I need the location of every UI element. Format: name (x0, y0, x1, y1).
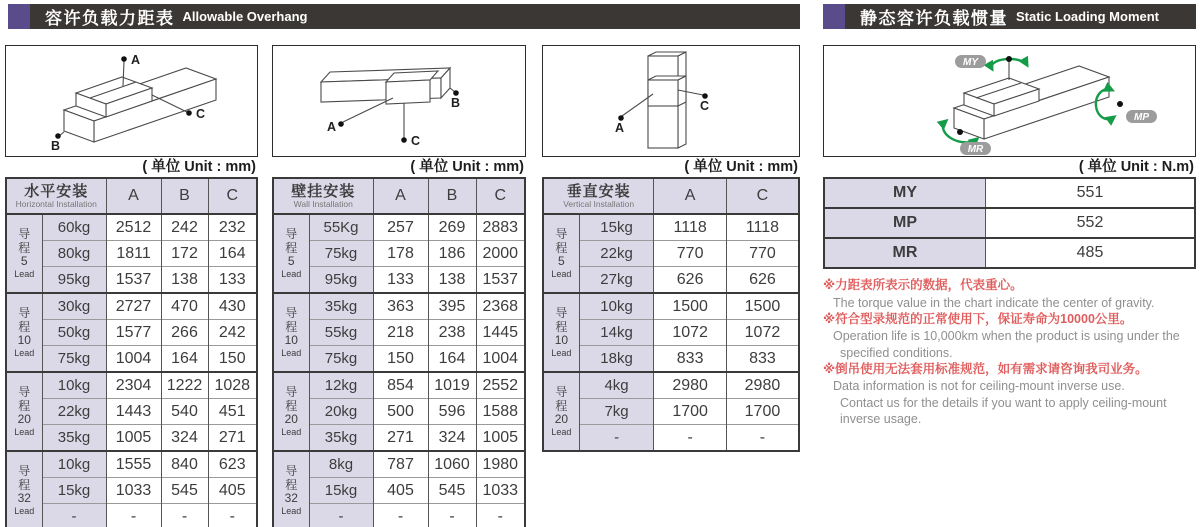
load-cell: 15kg (42, 478, 106, 504)
value-cell: 596 (428, 399, 476, 425)
value-cell: 1118 (654, 214, 727, 241)
value-cell: 770 (654, 241, 727, 267)
section-header-moment (823, 4, 1196, 29)
horizontal-installation-diagram (5, 45, 258, 157)
point-b-label: B (51, 139, 61, 153)
value-cell: 395 (428, 293, 476, 320)
note-line-en: Contact us for the details if you want to apply ceiling-mount (840, 395, 1167, 410)
moment-row (824, 238, 1195, 268)
table-row (543, 399, 799, 425)
note-line-en: inverse usage. (840, 411, 922, 426)
load-cell: 10kg (42, 372, 106, 399)
notes-block (823, 277, 1196, 427)
load-cell: 14kg (579, 320, 654, 346)
load-cell: 35kg (309, 293, 373, 320)
unit-label: ( 单位 Unit : mm) (684, 159, 798, 175)
point-c-label: C (196, 107, 206, 121)
load-cell: 18kg (579, 346, 654, 373)
overhang-table (272, 177, 526, 527)
value-cell: 787 (373, 451, 428, 478)
value-cell: 218 (373, 320, 428, 346)
value-cell: 1500 (654, 293, 727, 320)
value-cell: 178 (373, 241, 428, 267)
load-cell: 4kg (579, 372, 654, 399)
value-cell: - (161, 504, 208, 527)
note-line-en: Operation life is 10,000km when the product is using under the (833, 329, 1180, 344)
table-title (543, 178, 654, 214)
vertical-installation-diagram (542, 45, 800, 157)
moment-value: 485 (986, 238, 1196, 268)
load-cell: 55Kg (309, 214, 373, 241)
value-cell: 186 (428, 241, 476, 267)
value-cell: 164 (208, 241, 257, 267)
section-title-zh: 容许负载力距表 (45, 9, 175, 28)
load-cell: 95kg (309, 267, 373, 294)
table-row (6, 372, 257, 399)
lead-cell: 导 程 5 Lead (6, 214, 42, 293)
value-cell: 324 (161, 425, 208, 452)
value-cell: 1033 (476, 478, 525, 504)
value-cell: 1033 (106, 478, 161, 504)
value-cell: 545 (428, 478, 476, 504)
load-cell: 20kg (309, 399, 373, 425)
note-line-en: The torque value in the chart indicate the center of gravity. (833, 295, 1155, 310)
value-cell: 1072 (726, 320, 799, 346)
value-cell: 2512 (106, 214, 161, 241)
table-row (6, 425, 257, 452)
table-row (6, 504, 257, 527)
column-header-b: B (161, 178, 208, 214)
value-cell: 2727 (106, 293, 161, 320)
value-cell: 266 (161, 320, 208, 346)
table-row (6, 293, 257, 320)
value-cell: 164 (161, 346, 208, 373)
table-row (273, 293, 525, 320)
point-a-label: A (327, 120, 337, 134)
overhang-table (5, 177, 258, 527)
value-cell: 770 (726, 241, 799, 267)
load-cell: 8kg (309, 451, 373, 478)
value-cell: 271 (208, 425, 257, 452)
lead-cell: 导 程 5 Lead (543, 214, 579, 293)
table-row (273, 267, 525, 294)
table-title-en: Horizontal Installation (15, 198, 97, 209)
lead-cell: 导 程 32 Lead (273, 451, 309, 527)
load-cell: 35kg (309, 425, 373, 452)
value-cell: 1222 (161, 372, 208, 399)
table-row (543, 214, 799, 241)
lead-cell: 导 程 10 Lead (273, 293, 309, 372)
value-cell: 232 (208, 214, 257, 241)
value-cell: 133 (373, 267, 428, 294)
table-row (273, 504, 525, 527)
note-line-en: Data information is not for ceiling-mount inverse use. (833, 379, 1125, 394)
table-row (6, 346, 257, 373)
wall-installation-column (272, 45, 526, 527)
lead-cell: 导 程 10 Lead (6, 293, 42, 372)
value-cell: 2980 (654, 372, 727, 399)
value-cell: 1700 (654, 399, 727, 425)
value-cell: 1004 (106, 346, 161, 373)
load-cell: 30kg (42, 293, 106, 320)
value-cell: - (373, 504, 428, 527)
table-row (543, 346, 799, 373)
table-row (6, 478, 257, 504)
table-row (273, 372, 525, 399)
column-header-c: C (208, 178, 257, 214)
point-a-label: A (615, 121, 625, 135)
value-cell: 1555 (106, 451, 161, 478)
unit-label: ( 单位 Unit : mm) (410, 159, 524, 175)
value-cell: 430 (208, 293, 257, 320)
value-cell: 1980 (476, 451, 525, 478)
column-header-a: A (654, 178, 727, 214)
section-header-overhang (8, 4, 800, 29)
value-cell: 833 (654, 346, 727, 373)
static-moment-column (823, 45, 1196, 427)
lead-cell: 导 程 5 Lead (273, 214, 309, 293)
table-header-row (273, 178, 525, 214)
value-cell: 833 (726, 346, 799, 373)
value-cell: 238 (428, 320, 476, 346)
unit-label: ( 单位 Unit : N.m) (1078, 159, 1194, 175)
value-cell: - (106, 504, 161, 527)
load-cell: 7kg (579, 399, 654, 425)
point-a-label: A (131, 53, 141, 67)
value-cell: 2980 (726, 372, 799, 399)
value-cell: 1445 (476, 320, 525, 346)
value-cell: 2552 (476, 372, 525, 399)
table-row (6, 399, 257, 425)
vertical-table-host (542, 177, 800, 452)
section-title-en: Static Loading Moment (1016, 9, 1159, 24)
overhang-table (542, 177, 800, 452)
load-cell: 75kg (309, 346, 373, 373)
vertical-installation-column (542, 45, 800, 452)
moment-label: MP (824, 208, 986, 238)
value-cell: 2368 (476, 293, 525, 320)
section-title-zh: 静态容许负载惯量 (860, 9, 1008, 28)
table-row (543, 425, 799, 452)
lead-cell: 导 程 20 Lead (543, 372, 579, 451)
column-header-a: A (373, 178, 428, 214)
value-cell: 1811 (106, 241, 161, 267)
accent-square (8, 4, 30, 29)
point-b-label: B (451, 96, 461, 110)
value-cell: 451 (208, 399, 257, 425)
table-header-row (543, 178, 799, 214)
load-cell: 75kg (309, 241, 373, 267)
table-title-zh: 水平安装 (24, 182, 89, 200)
value-cell: 150 (208, 346, 257, 373)
load-cell: 50kg (42, 320, 106, 346)
value-cell: 1537 (106, 267, 161, 294)
value-cell: 854 (373, 372, 428, 399)
moment-row (824, 178, 1195, 208)
point-c-label: C (411, 134, 421, 148)
value-cell: 269 (428, 214, 476, 241)
column-header-a: A (106, 178, 161, 214)
value-cell: 1118 (726, 214, 799, 241)
static-moment-diagram (823, 45, 1196, 157)
table-title-zh: 垂直安装 (566, 182, 631, 200)
load-cell: 15kg (579, 214, 654, 241)
table-row (543, 293, 799, 320)
moment-row (824, 208, 1195, 238)
value-cell: 1028 (208, 372, 257, 399)
column-header-c: C (476, 178, 525, 214)
value-cell: 1500 (726, 293, 799, 320)
table-row (273, 478, 525, 504)
value-cell: - (428, 504, 476, 527)
load-cell: 22kg (579, 241, 654, 267)
value-cell: 1537 (476, 267, 525, 294)
horizontal-table-host (5, 177, 258, 527)
unit-label: ( 单位 Unit : mm) (142, 159, 256, 175)
table-row (6, 451, 257, 478)
value-cell: 1005 (106, 425, 161, 452)
value-cell: 405 (208, 478, 257, 504)
value-cell: 133 (208, 267, 257, 294)
table-row (6, 320, 257, 346)
wall-installation-diagram (272, 45, 526, 157)
value-cell: 164 (428, 346, 476, 373)
value-cell: 1588 (476, 399, 525, 425)
value-cell: 470 (161, 293, 208, 320)
value-cell: 324 (428, 425, 476, 452)
table-row (273, 214, 525, 241)
table-title-en: Wall Installation (293, 198, 353, 209)
moment-label: MR (824, 238, 986, 268)
mp-label: MP (1134, 112, 1149, 123)
note-line-en: specified conditions. (840, 345, 953, 360)
value-cell: 623 (208, 451, 257, 478)
table-row (543, 267, 799, 294)
note-line-zh: ※力距表所表示的数据，代表重心。 (823, 278, 1023, 292)
value-cell: 242 (208, 320, 257, 346)
value-cell: 1072 (654, 320, 727, 346)
value-cell: 1005 (476, 425, 525, 452)
mr-label: MR (967, 144, 984, 155)
table-row (6, 241, 257, 267)
load-cell: 15kg (309, 478, 373, 504)
table-title-en: Vertical Installation (563, 198, 635, 209)
section-title-en: Allowable Overhang (182, 9, 308, 24)
load-cell: 55kg (309, 320, 373, 346)
value-cell: 1060 (428, 451, 476, 478)
load-cell: 10kg (579, 293, 654, 320)
load-cell: 35kg (42, 425, 106, 452)
value-cell: - (208, 504, 257, 527)
table-row (273, 451, 525, 478)
value-cell: 626 (654, 267, 727, 294)
value-cell: 257 (373, 214, 428, 241)
table-row (273, 320, 525, 346)
table-row (543, 372, 799, 399)
value-cell: 138 (161, 267, 208, 294)
load-cell: 27kg (579, 267, 654, 294)
load-cell: 75kg (42, 346, 106, 373)
value-cell: 363 (373, 293, 428, 320)
moment-label: MY (824, 178, 986, 208)
table-header-row (6, 178, 257, 214)
table-row (543, 241, 799, 267)
moment-value: 552 (986, 208, 1196, 238)
load-cell: - (42, 504, 106, 527)
load-cell: 12kg (309, 372, 373, 399)
column-header-b: B (428, 178, 476, 214)
value-cell: 150 (373, 346, 428, 373)
value-cell: 545 (161, 478, 208, 504)
table-title-zh: 壁挂安装 (291, 182, 356, 200)
value-cell: 1577 (106, 320, 161, 346)
value-cell: 1004 (476, 346, 525, 373)
value-cell: 1019 (428, 372, 476, 399)
value-cell: 405 (373, 478, 428, 504)
value-cell: 2883 (476, 214, 525, 241)
accent-square (823, 4, 845, 29)
moment-value: 551 (986, 178, 1196, 208)
note-line-zh: ※符合型录规范的正常使用下，保证寿命为10000公里。 (823, 311, 1133, 326)
value-cell: 138 (428, 267, 476, 294)
value-cell: 2000 (476, 241, 525, 267)
table-row (273, 241, 525, 267)
my-label: MY (963, 57, 978, 68)
value-cell: - (476, 504, 525, 527)
table-row (273, 399, 525, 425)
load-cell: 80kg (42, 241, 106, 267)
value-cell: 1700 (726, 399, 799, 425)
moment-table (823, 177, 1196, 269)
value-cell: 1443 (106, 399, 161, 425)
value-cell: - (726, 425, 799, 452)
table-row (6, 214, 257, 241)
value-cell: 500 (373, 399, 428, 425)
load-cell: 60kg (42, 214, 106, 241)
load-cell: - (309, 504, 373, 527)
value-cell: 840 (161, 451, 208, 478)
table-row (6, 267, 257, 294)
horizontal-installation-column (5, 45, 258, 527)
load-cell: 10kg (42, 451, 106, 478)
table-title (6, 178, 106, 214)
value-cell: 271 (373, 425, 428, 452)
table-title (273, 178, 373, 214)
value-cell: - (654, 425, 727, 452)
load-cell: - (579, 425, 654, 452)
lead-cell: 导 程 10 Lead (543, 293, 579, 372)
lead-cell: 导 程 20 Lead (6, 372, 42, 451)
value-cell: 242 (161, 214, 208, 241)
note-line-zh: ※倒吊使用无法套用标准规范，如有需求请咨询我司业务。 (823, 361, 1148, 376)
lead-cell: 导 程 32 Lead (6, 451, 42, 527)
value-cell: 2304 (106, 372, 161, 399)
load-cell: 22kg (42, 399, 106, 425)
table-row (543, 320, 799, 346)
wall-table-host (272, 177, 526, 527)
load-cell: 95kg (42, 267, 106, 294)
value-cell: 172 (161, 241, 208, 267)
column-header-c: C (726, 178, 799, 214)
value-cell: 540 (161, 399, 208, 425)
table-row (273, 346, 525, 373)
point-c-label: C (700, 99, 710, 113)
lead-cell: 导 程 20 Lead (273, 372, 309, 451)
table-row (273, 425, 525, 452)
value-cell: 626 (726, 267, 799, 294)
